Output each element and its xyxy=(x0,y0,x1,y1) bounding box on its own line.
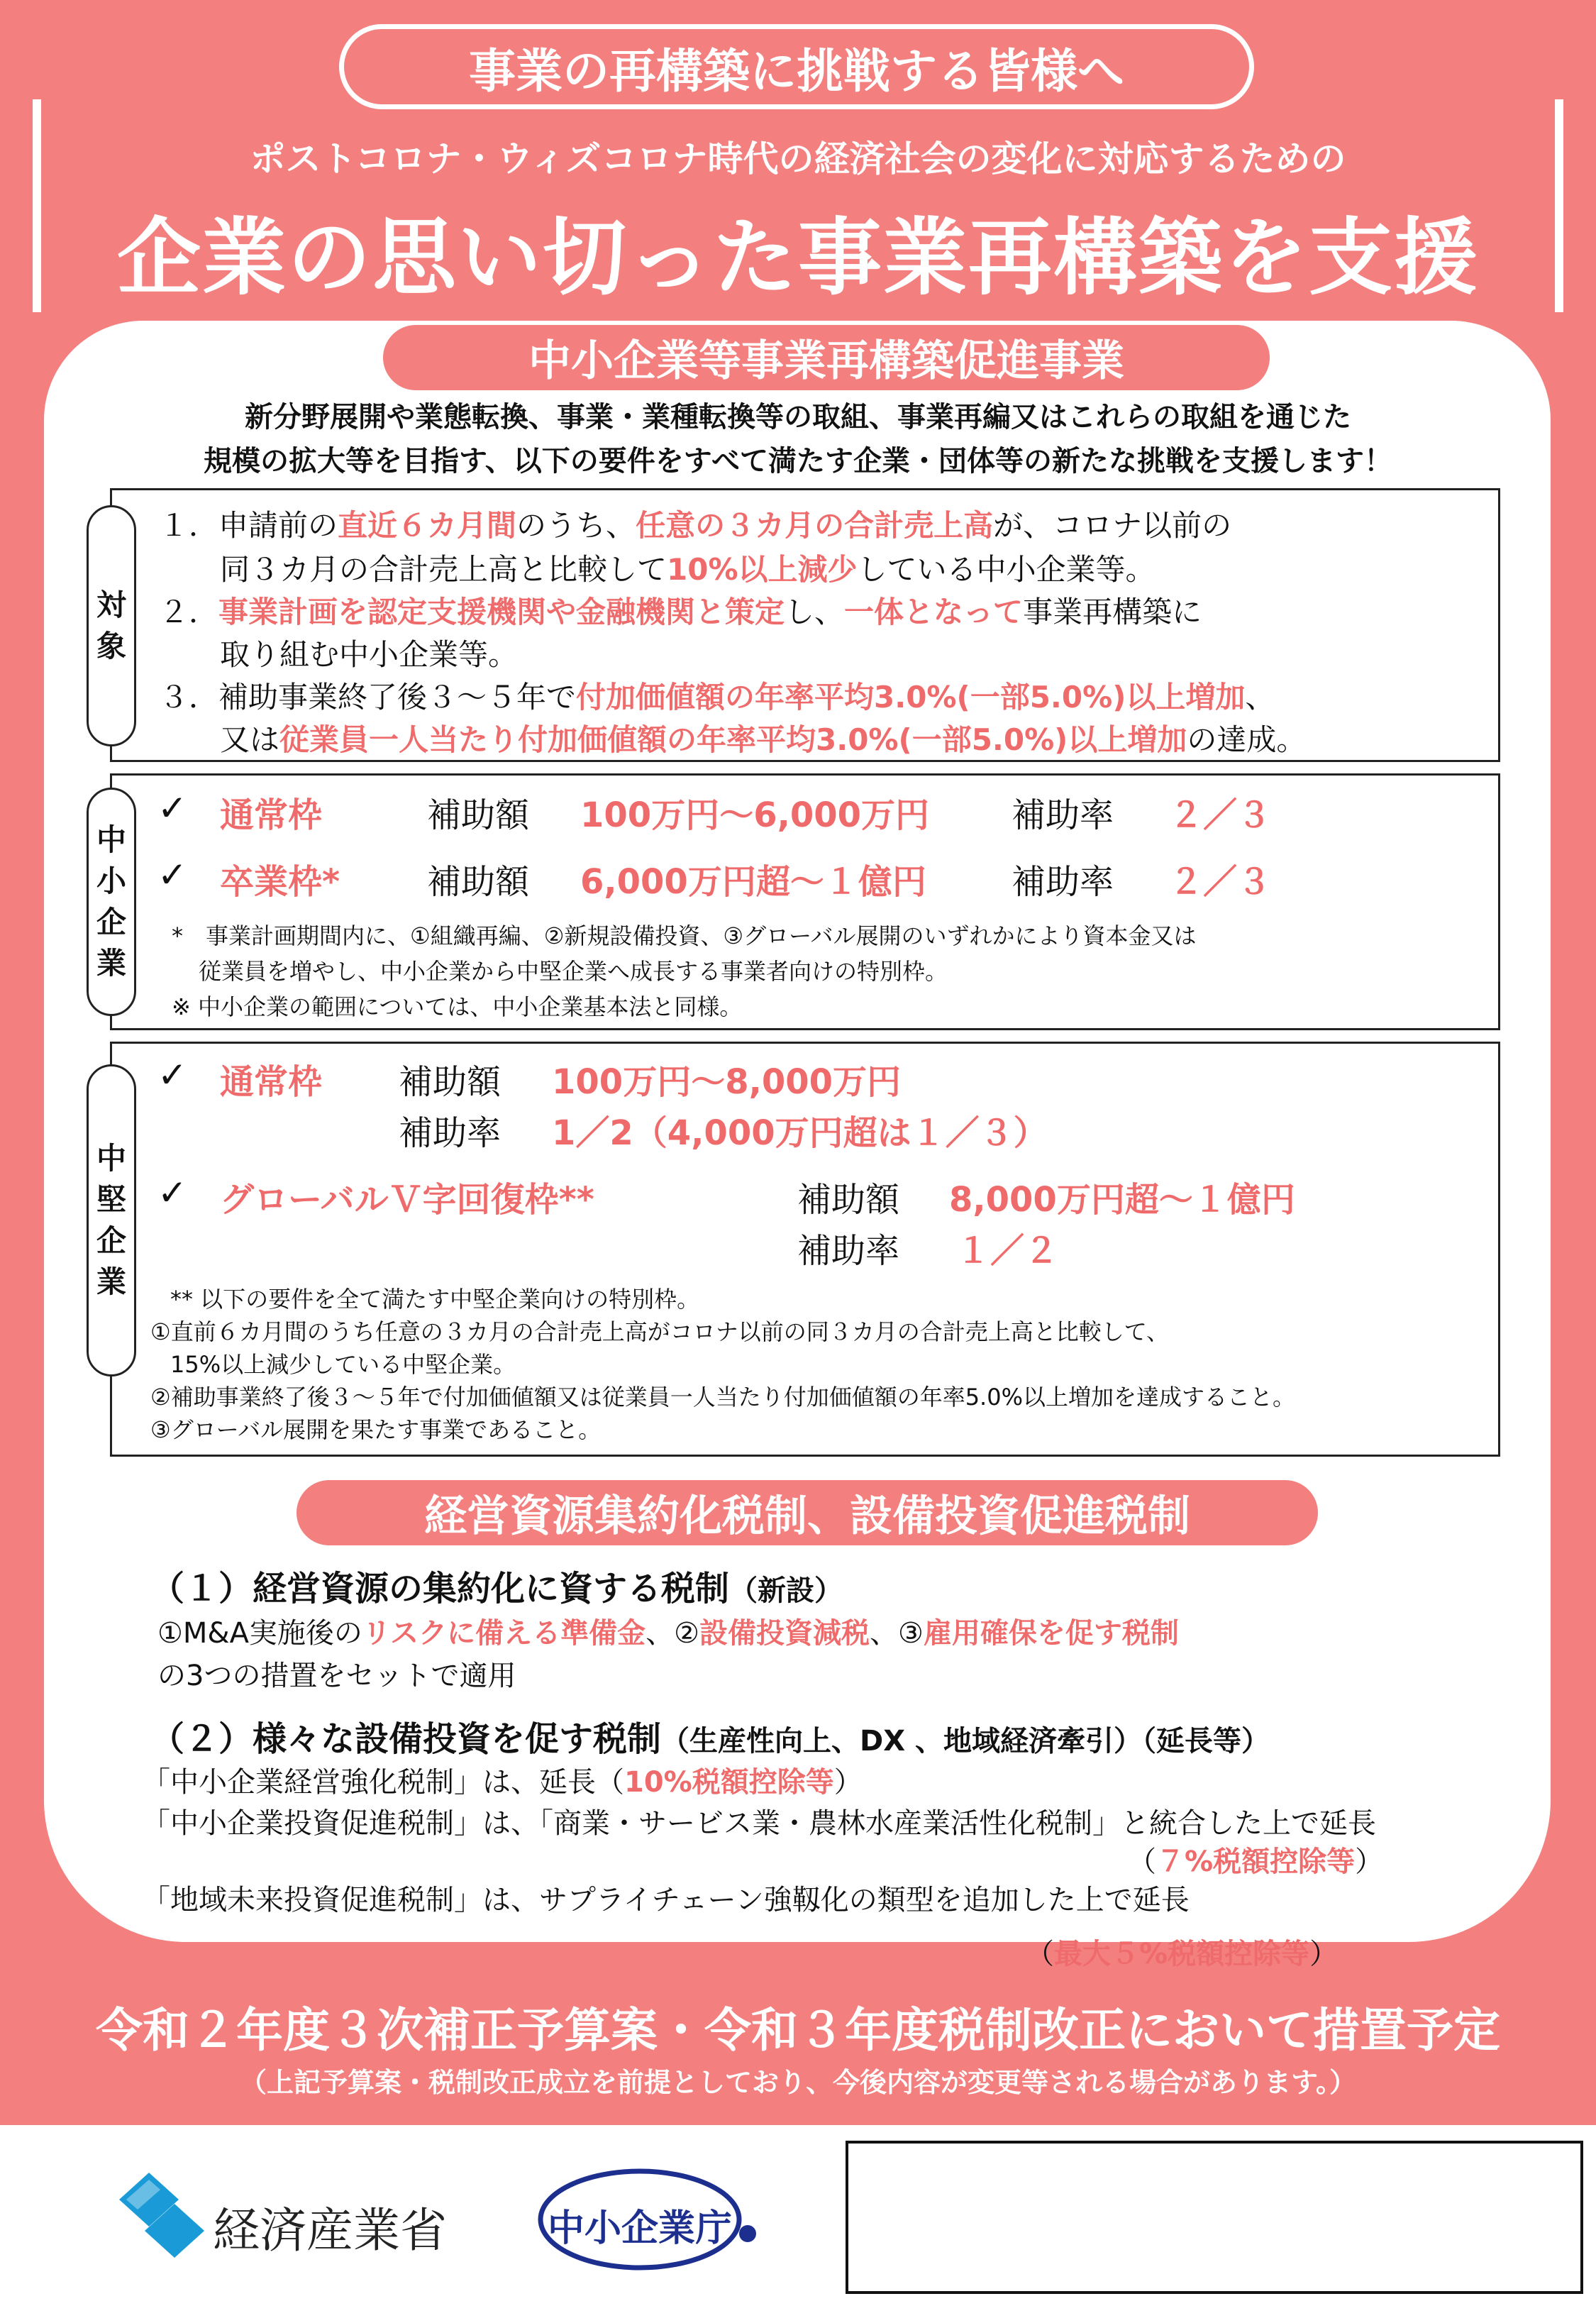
text: 、③ xyxy=(870,1617,924,1650)
tax-heading-2 xyxy=(150,1711,1270,1760)
mid-note-2: ①直前６カ月間のうち任意の３カ月の合計売上高がコロナ以前の同３カ月の合計売上高と比較して、 xyxy=(150,1318,1170,1345)
program-title-text: 中小企業等事業再構築促進事業 xyxy=(528,336,1124,386)
highlight: 10%税額控除等 xyxy=(624,1766,834,1799)
text: 事業再構築に xyxy=(1023,595,1202,629)
header-pill-text: 事業の再構築に挑戦する皆様へ xyxy=(469,43,1124,99)
tax-h1-line-2: の3つの措置をセットで適用 xyxy=(157,1660,516,1692)
program-intro-2: 規模の拡大等を目指す、以下の要件をすべて満たす企業・団体等の新たな挑戦を支援します！ xyxy=(204,445,1392,478)
target-label xyxy=(87,505,136,746)
highlight: 従業員一人当たり付加価値額の年率平均3.0%(一部5.0%)以上増加 xyxy=(279,722,1187,757)
text: し、 xyxy=(785,595,845,629)
sme-row2-amount-label: 補助額 xyxy=(427,862,530,902)
sme-note-2: 従業員を増やし、中小企業から中堅企業へ成長する事業者向けの特別枠。 xyxy=(199,958,948,985)
header-pill xyxy=(339,24,1254,109)
text: が、コロナ以前の xyxy=(993,508,1232,543)
sme-row1-name: 通常枠 xyxy=(220,795,323,835)
mid-row1-name: 通常枠 xyxy=(220,1062,323,1102)
text: （ xyxy=(1026,1938,1054,1970)
heading-tag: （生産性向上、DX 、地域経済牽引）（延長等） xyxy=(661,1725,1270,1758)
heading-text: （２）様々な設備投資を促す税制 xyxy=(150,1719,662,1759)
tax-title xyxy=(297,1480,1318,1545)
sme-row1-rate-label: 補助率 xyxy=(1012,795,1114,835)
text: 同３カ月の合計売上高と比較して xyxy=(220,552,667,587)
target-label-char: 対 xyxy=(96,587,126,622)
sme-row1-amount: 100万円～6,000万円 xyxy=(580,795,930,835)
program-title xyxy=(383,325,1270,390)
footer-main: 令和２年度３次補正予算案・令和３年度税制改正において措置予定 xyxy=(96,2003,1500,2058)
row-number: ３． xyxy=(159,680,219,715)
meti-logo xyxy=(119,2173,204,2258)
mid-label xyxy=(87,1064,136,1377)
check-icon: ✓ xyxy=(157,1172,187,1213)
text: のうち、 xyxy=(516,508,636,543)
check-icon: ✓ xyxy=(157,854,187,895)
sme-row2-name: 卒業枠* xyxy=(220,862,340,902)
main-title: 企業の思い切った事業再構築を支援 xyxy=(116,209,1479,307)
tax-h2-line-5 xyxy=(1026,1931,1338,1972)
text: ） xyxy=(1355,1846,1384,1878)
mid-note-1: ** 以下の要件を全て満たす中堅企業向けの特別枠。 xyxy=(170,1286,700,1313)
mid-note-5: ③グローバル展開を果たす事業であること。 xyxy=(150,1416,602,1443)
highlight: 雇用確保を促す税制 xyxy=(923,1617,1179,1650)
highlight: 事業計画を認定支援機関や金融機関と策定 xyxy=(218,595,785,629)
mid-row1-amount: 100万円～8,000万円 xyxy=(552,1062,902,1102)
meti-name: 経済産業省 xyxy=(213,2203,447,2258)
text: ） xyxy=(1309,1938,1339,1970)
mid-row2-amount-label: 補助額 xyxy=(797,1180,900,1220)
check-icon: ✓ xyxy=(157,788,187,829)
tax-h2-line-4: 「地域未来投資促進税制」は、サプライチェーン強靱化の類型を追加した上で延長 xyxy=(142,1884,1190,1916)
highlight: 設備投資減税 xyxy=(699,1617,870,1650)
mid-label-char: 堅 xyxy=(96,1182,126,1217)
sme-agency-name: 中小企業庁 xyxy=(547,2207,732,2250)
highlight: 付加価値額の年率平均3.0%(一部5.0%)以上増加 xyxy=(576,680,1246,715)
mid-row2-name: グローバルＶ字回復枠** xyxy=(220,1180,594,1220)
mid-row1-rate: 1／2（4,000万円超は１／３） xyxy=(552,1113,1048,1153)
row-number: １． xyxy=(159,508,219,543)
sme-label-char: 業 xyxy=(96,946,126,981)
target-row-3 xyxy=(159,674,1275,717)
sme-row2-amount: 6,000万円超～１億円 xyxy=(580,862,926,902)
highlight: 任意の３カ月の合計売上高 xyxy=(636,508,994,543)
target-row-1-cont xyxy=(220,546,1156,589)
footer-note: （上記予算案・税制改正成立を前提としており、今後内容が変更等される場合があります。） xyxy=(240,2067,1356,2098)
text: 「中小企業経営強化税制」は、延長（ xyxy=(142,1766,624,1799)
highlight: 最大５%税額控除等 xyxy=(1054,1938,1310,1970)
row-number: ２． xyxy=(159,595,219,629)
sme-label-char: 企 xyxy=(96,905,126,939)
sme-label-char: 中 xyxy=(96,822,126,857)
text: ） xyxy=(833,1766,863,1799)
text: 、② xyxy=(645,1617,699,1650)
tax-h1-line-1 xyxy=(157,1611,1179,1651)
highlight: リスクに備える準備金 xyxy=(362,1617,646,1650)
tax-title-text: 経営資源集約化税制、設備投資促進税制 xyxy=(424,1491,1190,1541)
mid-label-char: 業 xyxy=(96,1264,126,1299)
highlight: ７%税額控除等 xyxy=(1156,1846,1356,1878)
mid-row2-rate: １／２ xyxy=(956,1231,1059,1271)
target-label-char: 象 xyxy=(96,629,126,663)
sme-row2-rate: ２／３ xyxy=(1169,862,1272,902)
sme-label xyxy=(87,788,136,1016)
sme-row2-rate-label: 補助率 xyxy=(1012,862,1114,902)
mid-label-char: 中 xyxy=(96,1141,126,1176)
mid-note-3: 15%以上減少している中堅企業。 xyxy=(170,1351,516,1378)
text: している中小企業等。 xyxy=(857,552,1156,587)
target-row-3-cont xyxy=(220,717,1306,759)
text: 申請前の xyxy=(218,508,338,543)
target-row-1 xyxy=(159,502,1231,545)
highlight: 10%以上減少 xyxy=(667,552,858,587)
text: （ xyxy=(1128,1846,1156,1878)
highlight: 直近６カ月間 xyxy=(338,508,517,543)
check-icon: ✓ xyxy=(157,1054,187,1096)
sme-agency-logo xyxy=(533,2163,760,2276)
mid-row2-amount: 8,000万円超～１億円 xyxy=(949,1180,1295,1220)
mid-row1-amount-label: 補助額 xyxy=(399,1062,501,1102)
text: の達成。 xyxy=(1187,722,1307,757)
tax-heading-1 xyxy=(150,1561,843,1610)
subtitle: ポストコロナ・ウィズコロナ時代の経済社会の変化に対応するための xyxy=(250,138,1346,180)
meti-logo-icon xyxy=(119,2173,204,2258)
highlight: 一体となって xyxy=(844,595,1024,629)
sme-label-char: 小 xyxy=(96,864,126,898)
text: 、 xyxy=(1245,680,1275,715)
mid-label-char: 企 xyxy=(96,1223,126,1258)
sme-row1-amount-label: 補助額 xyxy=(427,795,530,835)
heading-tag: （新設） xyxy=(729,1574,843,1607)
sme-note-1: * 事業計画期間内に、①組織再編、②新規設備投資、③グローバル展開のいずれかにより資本金又は xyxy=(172,922,1197,949)
contact-stamp-box xyxy=(846,2141,1583,2294)
text: 又は xyxy=(220,722,280,757)
heading-text: （１）経営資源の集約化に資する税制 xyxy=(150,1569,730,1609)
text: 補助事業終了後３～５年で xyxy=(218,680,577,715)
program-intro-1: 新分野展開や業態転換、事業・業種転換等の取組、事業再編又はこれらの取組を通じた xyxy=(245,401,1351,434)
text: ①M&A実施後の xyxy=(157,1617,362,1650)
tax-h2-line-2: 「中小企業投資促進税制」は、「商業・サービス業・農林水産業活性化税制」と統合した上で延長 xyxy=(142,1807,1376,1840)
sme-row1-rate: ２／３ xyxy=(1169,795,1272,835)
target-row-2 xyxy=(159,589,1202,631)
mid-note-4: ②補助事業終了後３～５年で付加価値額又は従業員一人当たり付加価値額の年率5.0%以上増加を達成すること。 xyxy=(150,1384,1295,1411)
tax-h2-line-3 xyxy=(1128,1839,1383,1880)
tax-h2-line-1 xyxy=(142,1760,863,1800)
mid-row1-rate-label: 補助率 xyxy=(399,1113,501,1153)
target-row-2-cont: 取り組む中小企業等。 xyxy=(220,637,519,672)
mid-row2-rate-label: 補助率 xyxy=(797,1231,900,1271)
sme-note-3: ※ 中小企業の範囲については、中小企業基本法と同様。 xyxy=(172,993,743,1020)
